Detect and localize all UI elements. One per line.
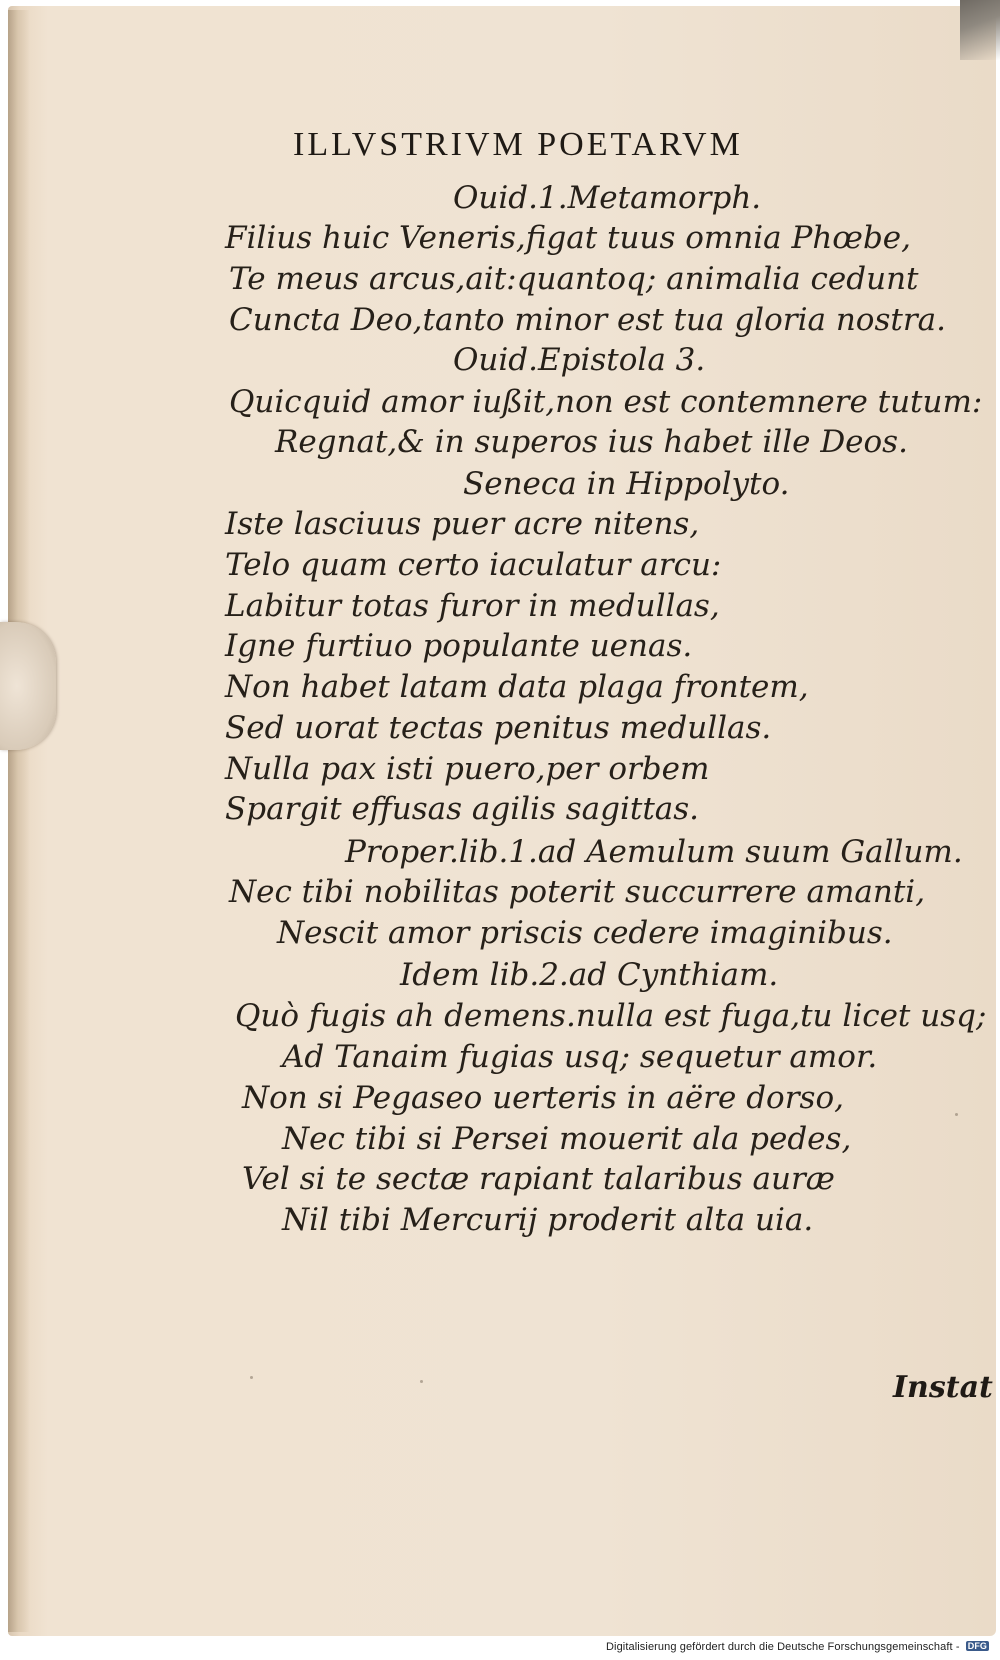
source-heading: Proper.lib.1.ad Aemulum suum Gallum. (345, 834, 963, 870)
verse-line: Non habet latam data plaga frontem, (225, 669, 809, 705)
running-head: ILLVSTRIVM POETARVM (293, 126, 743, 163)
verse-line: Cuncta Deo,tanto minor est tua gloria nostra. (229, 302, 946, 338)
verse-line: Ad Tanaim fugias usq; sequetur amor. (282, 1039, 878, 1075)
verse-line: Sed uorat tectas penitus medullas. (225, 710, 772, 746)
verse-line: Nec tibi si Persei mouerit ala pedes, (282, 1121, 852, 1157)
page-clasp (0, 622, 56, 750)
verse-line: Quicquid amor iußit,non est contemnere tutum: (229, 384, 983, 420)
verse-line: Regnat,& in superos ius habet ille Deos. (275, 424, 908, 460)
verse-line: Nec tibi nobilitas poterit succurrere amanti, (229, 874, 926, 910)
verse-line: Nulla pax isti puero,per orbem (225, 751, 710, 787)
digitization-credit (606, 1641, 989, 1653)
source-heading: Ouid.1.Metamorph. (453, 180, 762, 216)
ink-speck (420, 1380, 423, 1383)
verse-line: Igne furtiuo populante uenas. (225, 628, 693, 664)
verse-line: Nil tibi Mercurij proderit alta uia. (282, 1202, 814, 1238)
verse-line: Spargit effusas agilis sagittas. (225, 791, 700, 827)
verse-line: Iste lasciuus puer acre nitens, (225, 506, 700, 542)
verse-line: Vel si te sectæ rapiant talaribus auræ (242, 1161, 835, 1197)
verse-line: Telo quam certo iaculatur arcu: (225, 547, 722, 583)
credit-text: Digitalisierung gefördert durch die Deutsche Forschungsgemeinschaft - (606, 1641, 960, 1653)
verse-line: Te meus arcus,ait:quantoq; animalia cedunt (229, 261, 919, 297)
source-heading: Idem lib.2.ad Cynthiam. (400, 957, 779, 993)
verse-line: Nescit amor priscis cedere imaginibus. (277, 915, 893, 951)
dfg-logo: DFG (967, 1641, 988, 1651)
source-heading: Ouid.Epistola 3. (453, 342, 706, 378)
verse-line: Non si Pegaseo uerteris in aëre dorso, (242, 1080, 844, 1116)
cover-corner (960, 0, 1000, 60)
binding-edge (8, 10, 30, 1632)
catchword: Instat (893, 1370, 993, 1405)
ink-speck (250, 1376, 253, 1379)
verse-line: Labitur totas furor in medullas, (225, 588, 720, 624)
ink-speck (955, 1113, 958, 1116)
verse-line: Filius huic Veneris,figat tuus omnia Phœbe, (225, 220, 911, 256)
source-heading: Seneca in Hippolyto. (463, 466, 790, 502)
verse-line: Quò fugis ah demens.nulla est fuga,tu licet usq; (235, 998, 987, 1034)
